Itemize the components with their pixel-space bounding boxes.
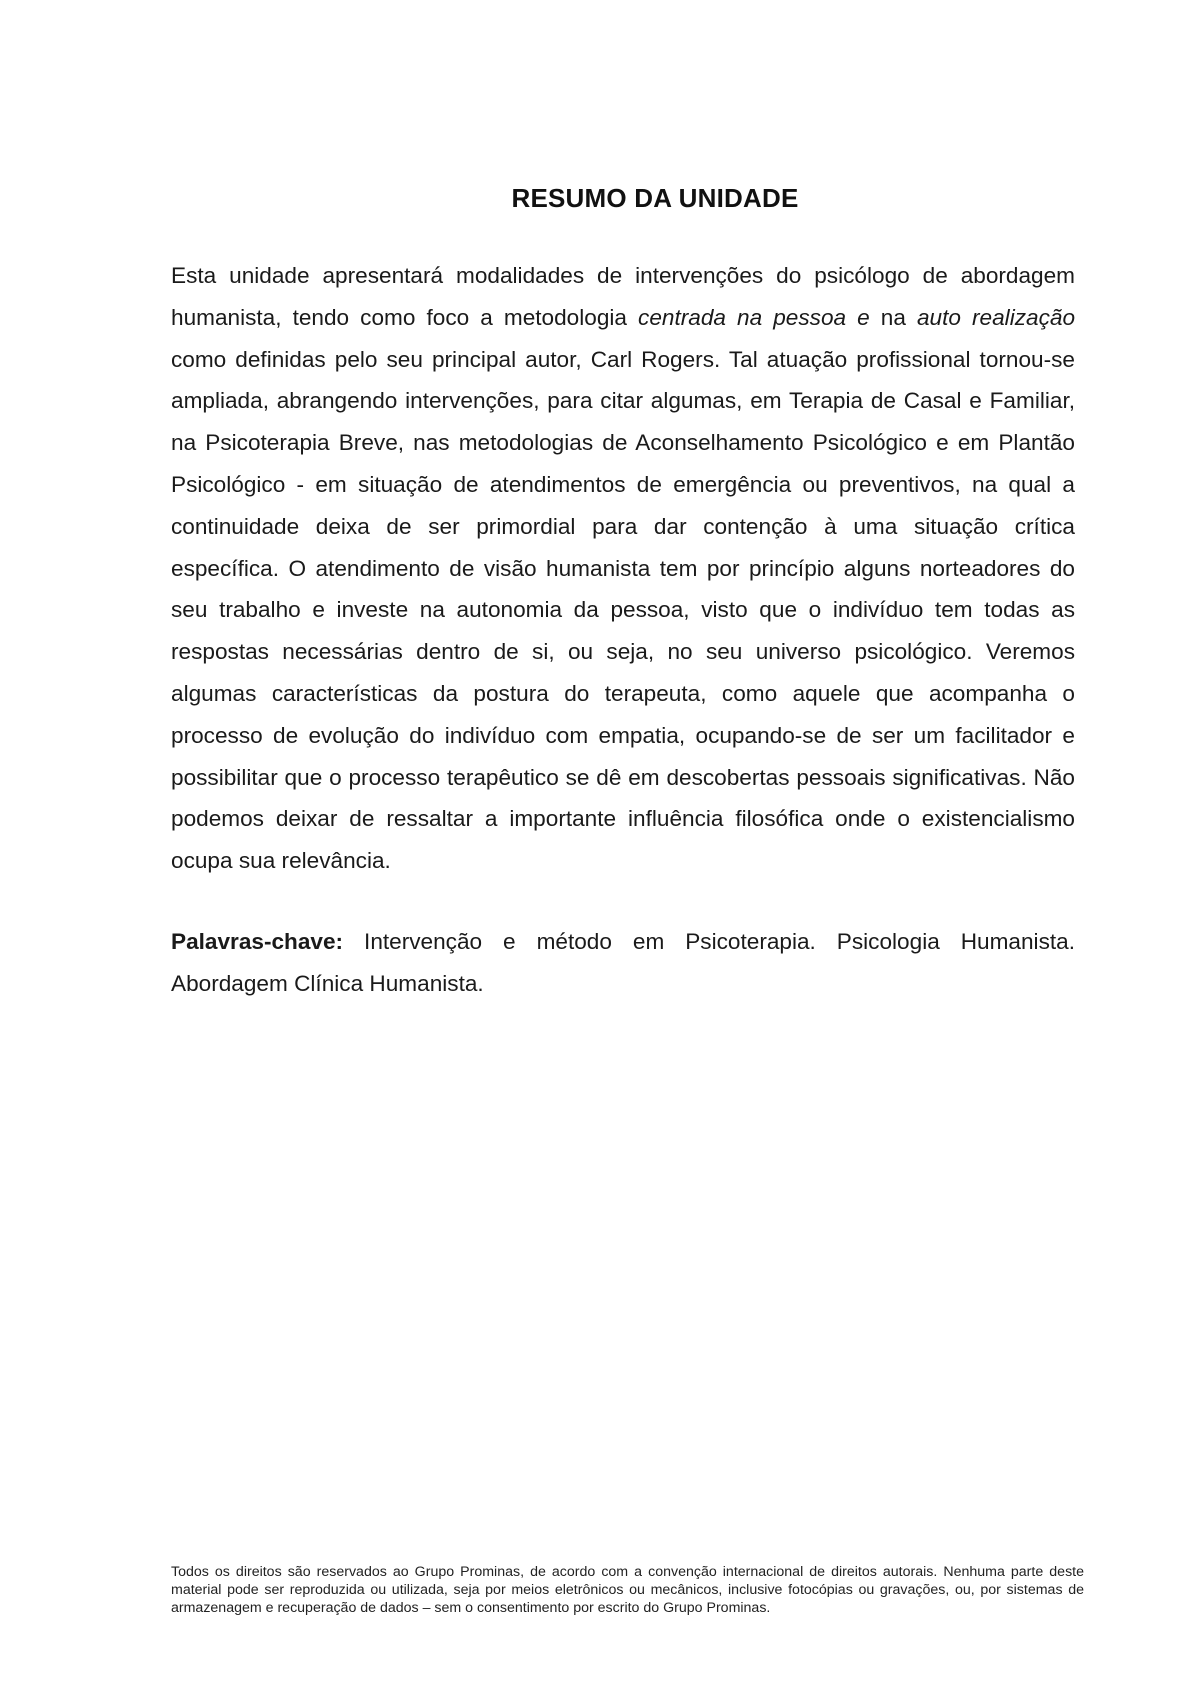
summary-emphasis-person-centered: centrada na pessoa e <box>638 304 870 330</box>
summary-text-intro: Esta unidade apresentará modalidades de intervenções do psicólogo de abordagem humanista, tendo como foco a metodologia <box>171 263 1075 330</box>
summary-paragraph <box>171 255 1075 882</box>
summary-emphasis-self-realization: auto realização <box>916 304 1076 330</box>
page-title: RESUMO DA UNIDADE <box>511 183 799 214</box>
copyright-footer: Todos os direitos são reservados ao Grupo Prominas, de acordo com a convenção internacional de direitos autorais. Nenhuma parte deste material pode ser reproduzida ou utilizada, seja por meios eletrônicos ou mecânicos, inclusive fotocópias ou gravações, ou, por sistemas de armazenagem e recuperação de dados – sem o consentimento por escrito do Grupo Prominas. <box>171 1564 1084 1616</box>
keywords-label: Palavras-chave: <box>171 929 344 954</box>
summary-text-body: como definidas pelo seu principal autor, Carl Rogers. Tal atuação profissional tornou-se ampliada, abrangendo intervenções, para citar algumas, em Terapia de Casal e Familiar, na Psicoterapia Breve, nas metodologias de Aconselhamento Psicológico e em Plantão Psicológico - em situação de atendimentos de emergência ou preventivos, na qual a continuidade deixa de ser primordial para dar contenção à uma situação crítica específica. O atendimento de visão humanista tem por princípio alguns norteadores do seu trabalho e investe na autonomia da pessoa, visto que o indivíduo tem todas as respostas necessárias dentro de si, ou seja, no seu universo psicológico. Veremos algumas características da postura do terapeuta, como aquele que acompanha o processo de evolução do indivíduo com empatia, ocupando-se de ser um facilitador e possibilitar que o processo terapêutico se dê em descobertas pessoais significativas. Não podemos deixar de ressaltar a importante influência filosófica onde o existencialismo ocupa sua relevância. <box>171 346 1075 874</box>
summary-text-connector: na <box>869 304 917 330</box>
keywords-paragraph <box>171 921 1075 1005</box>
keywords-text: Intervenção e método em Psicoterapia. Psicologia Humanista. Abordagem Clínica Humanista. <box>171 929 1075 996</box>
